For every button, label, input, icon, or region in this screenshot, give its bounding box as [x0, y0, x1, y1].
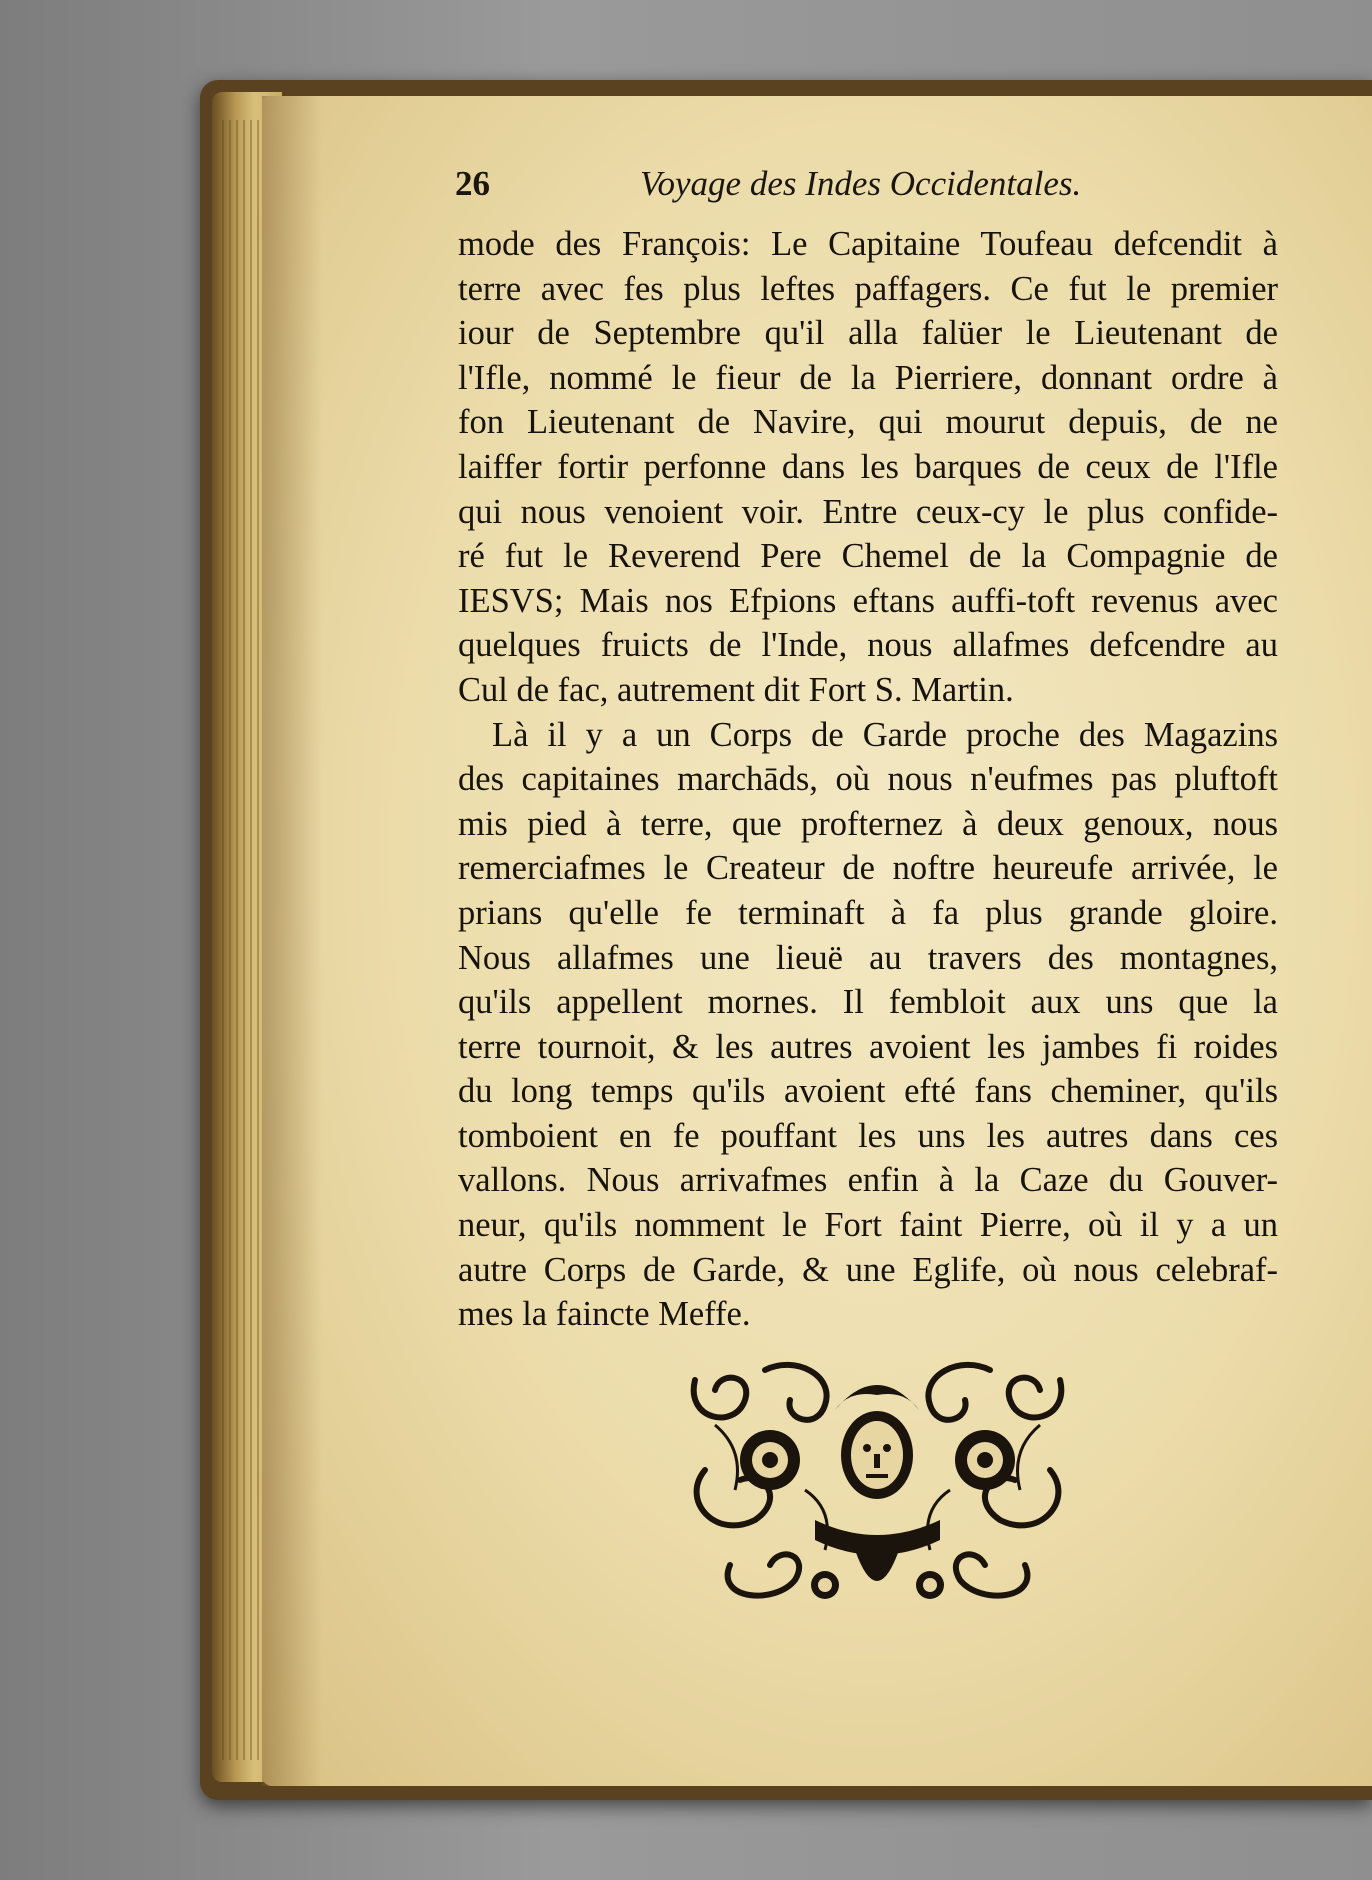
text-line: l'Ifle, nommé le fieur de la Pierriere, donnant ordre à [458, 358, 1278, 397]
running-title: Voyage des Indes Occidentales. [640, 164, 1082, 203]
text-line: IESVS; Mais nos Efpions eftans auffi-toft revenus avec [458, 581, 1278, 620]
page-number: 26 [455, 164, 490, 203]
page-header [455, 164, 1275, 214]
text-line: fon Lieutenant de Navire, qui mourut depuis, de ne [458, 403, 1278, 442]
text-line: mode des François: Le Capitaine Toufeau defcendit à [458, 225, 1278, 263]
text-line: prians qu'elle fe terminaft à fa plus grande gloire. [458, 893, 1278, 932]
text-line: iour de Septembre qu'il alla falüer le Lieutenant de [458, 314, 1278, 353]
woodcut-ornament [675, 1350, 1080, 1612]
text-line: quelques fruicts de l'Inde, nous allafmes defcendre au [458, 626, 1278, 665]
text-line: Là il y a un Corps de Garde proche des Magazins [492, 715, 1278, 754]
text-line: tomboient en fe pouffant les uns les autres dans ces [458, 1116, 1278, 1155]
text-line: ré fut le Reverend Pere Chemel de la Compagnie de [458, 537, 1278, 576]
text-line: vallons. Nous arrivafmes enfin à la Caze du Gouver- [458, 1161, 1278, 1200]
text-line: autre Corps de Garde, & une Eglife, où nous celebraf- [458, 1250, 1278, 1289]
text-line: qu'ils appellent mornes. Il fembloit aux uns que la [458, 983, 1278, 1022]
gutter-shadow [262, 96, 322, 1786]
text-line: terre tournoit, & les autres avoient les jambes fi roides [458, 1027, 1278, 1066]
body-text [458, 222, 1278, 1337]
text-line: laiffer fortir perfonne dans les barques de ceux de l'Ifle [458, 447, 1278, 486]
text-line: mes la faincte Meffe. [458, 1295, 751, 1334]
text-line: Cul de fac, autrement dit Fort S. Martin. [458, 670, 1014, 709]
text-line: qui nous venoient voir. Entre ceux-cy le plus confide- [458, 492, 1278, 531]
text-line: des capitaines marchāds, où nous n'eufmes pas pluftoft [458, 760, 1278, 799]
text-line: du long temps qu'ils avoient efté fans cheminer, qu'ils [458, 1072, 1278, 1111]
text-line: neur, qu'ils nomment le Fort faint Pierre, où il y a un [458, 1206, 1278, 1245]
text-line: terre avec fes plus leftes paffagers. Ce fut le premier [458, 269, 1278, 308]
text-line: mis pied à terre, que profternez à deux genoux, nous [458, 804, 1278, 843]
text-line: remerciafmes le Createur de noftre heureufe arrivée, le [458, 849, 1278, 888]
text-line: Nous allafmes une lieuë au travers des montagnes, [458, 938, 1278, 977]
